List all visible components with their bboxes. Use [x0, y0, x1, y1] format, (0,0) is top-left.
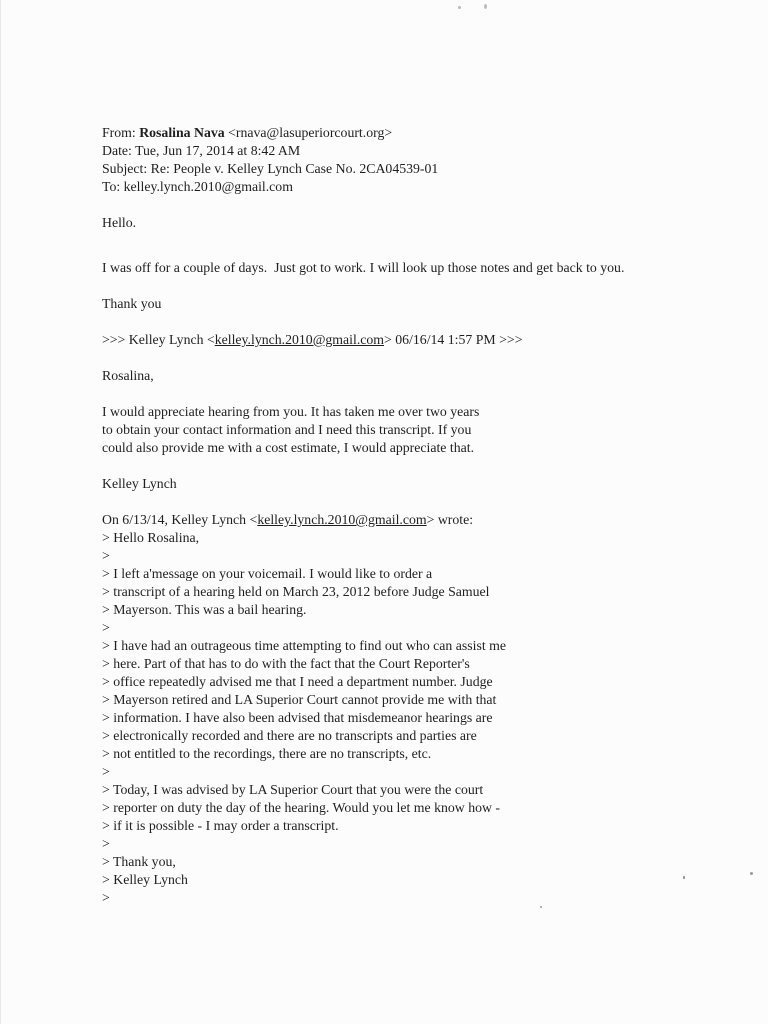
scan-speck	[750, 872, 753, 875]
quoted2-line: > transcript of a hearing held on March 23, 2012 before Judge Samuel	[102, 584, 490, 599]
scan-speck	[458, 6, 461, 9]
quoted2-line: > Today, I was advised by LA Superior Court that you were the court	[102, 782, 484, 797]
quoted2-line: >	[102, 836, 110, 851]
quoted1-email-link[interactable]: kelley.lynch.2010@gmail.com	[214, 332, 385, 347]
date-line: Date: Tue, Jun 17, 2014 at 8:42 AM	[102, 143, 301, 158]
scan-speck	[540, 906, 542, 908]
quoted2-line: > information. I have also been advised that misdemeanor hearings are	[102, 710, 493, 725]
from-name: Rosalina Nava	[139, 125, 225, 140]
quoted1-intro: >>> Kelley Lynch <kelley.lynch.2010@gmail.com> 06/16/14 1:57 PM >>>	[102, 332, 523, 347]
quoted1-signature: Kelley Lynch	[102, 476, 177, 491]
scan-speck	[484, 4, 487, 9]
quoted2-line: > Thank you,	[102, 854, 176, 869]
quoted2-line: > Kelley Lynch	[102, 872, 188, 887]
from-line	[102, 124, 702, 142]
quoted2-line: > not entitled to the recordings, there are no transcripts, etc.	[102, 746, 432, 761]
reply-body: I was off for a couple of days. Just got to work. I will look up those notes and get back to you.	[102, 260, 625, 275]
quoted2-line: >	[102, 890, 110, 905]
quoted2-intro: On 6/13/14, Kelley Lynch <kelley.lynch.2010@gmail.com> wrote:	[102, 512, 474, 527]
quoted1-body-line: I would appreciate hearing from you. It has taken me over two years	[102, 404, 480, 419]
to-line: To: kelley.lynch.2010@gmail.com	[102, 179, 293, 194]
reply-closing: Thank you	[102, 296, 162, 311]
quoted2-line: > if it is possible - I may order a transcript.	[102, 818, 339, 833]
subject-line: Subject: Re: People v. Kelley Lynch Case No. 2CA04539-01	[102, 161, 439, 176]
quoted1-body-line: to obtain your contact information and I need this transcript. If you	[102, 422, 472, 437]
quoted2-line: >	[102, 620, 110, 635]
quoted1-greeting: Rosalina,	[102, 368, 154, 383]
scan-speck	[683, 876, 685, 879]
quoted2-line: > Mayerson retired and LA Superior Court cannot provide me with that	[102, 692, 497, 707]
quoted2-line: > reporter on duty the day of the hearing. Would you let me know how -	[102, 800, 501, 815]
quoted2-line: > electronically recorded and there are no transcripts and parties are	[102, 728, 477, 743]
quoted2-email-link[interactable]: kelley.lynch.2010@gmail.com	[257, 512, 427, 527]
quoted2-line: > Hello Rosalina,	[102, 530, 200, 545]
quoted2-line: > Mayerson. This was a bail hearing.	[102, 602, 307, 617]
quoted2-line: > office repeatedly advised me that I need a department number. Judge	[102, 674, 493, 689]
reply-greeting: Hello.	[102, 215, 137, 230]
quoted2-line: > I have had an outrageous time attempting to find out who can assist me	[102, 638, 506, 653]
from-email: <rnava@lasuperiorcourt.org>	[228, 125, 393, 140]
quoted1-body-line: could also provide me with a cost estimate, I would appreciate that.	[102, 440, 475, 455]
quoted2-line: > here. Part of that has to do with the fact that the Court Reporter's	[102, 656, 470, 671]
quoted2-line: >	[102, 548, 110, 563]
email-document	[102, 124, 702, 907]
quoted2-line: >	[102, 764, 110, 779]
quoted2-line: > I left a'message on your voicemail. I would like to order a	[102, 566, 433, 581]
from-label: From:	[102, 125, 136, 140]
